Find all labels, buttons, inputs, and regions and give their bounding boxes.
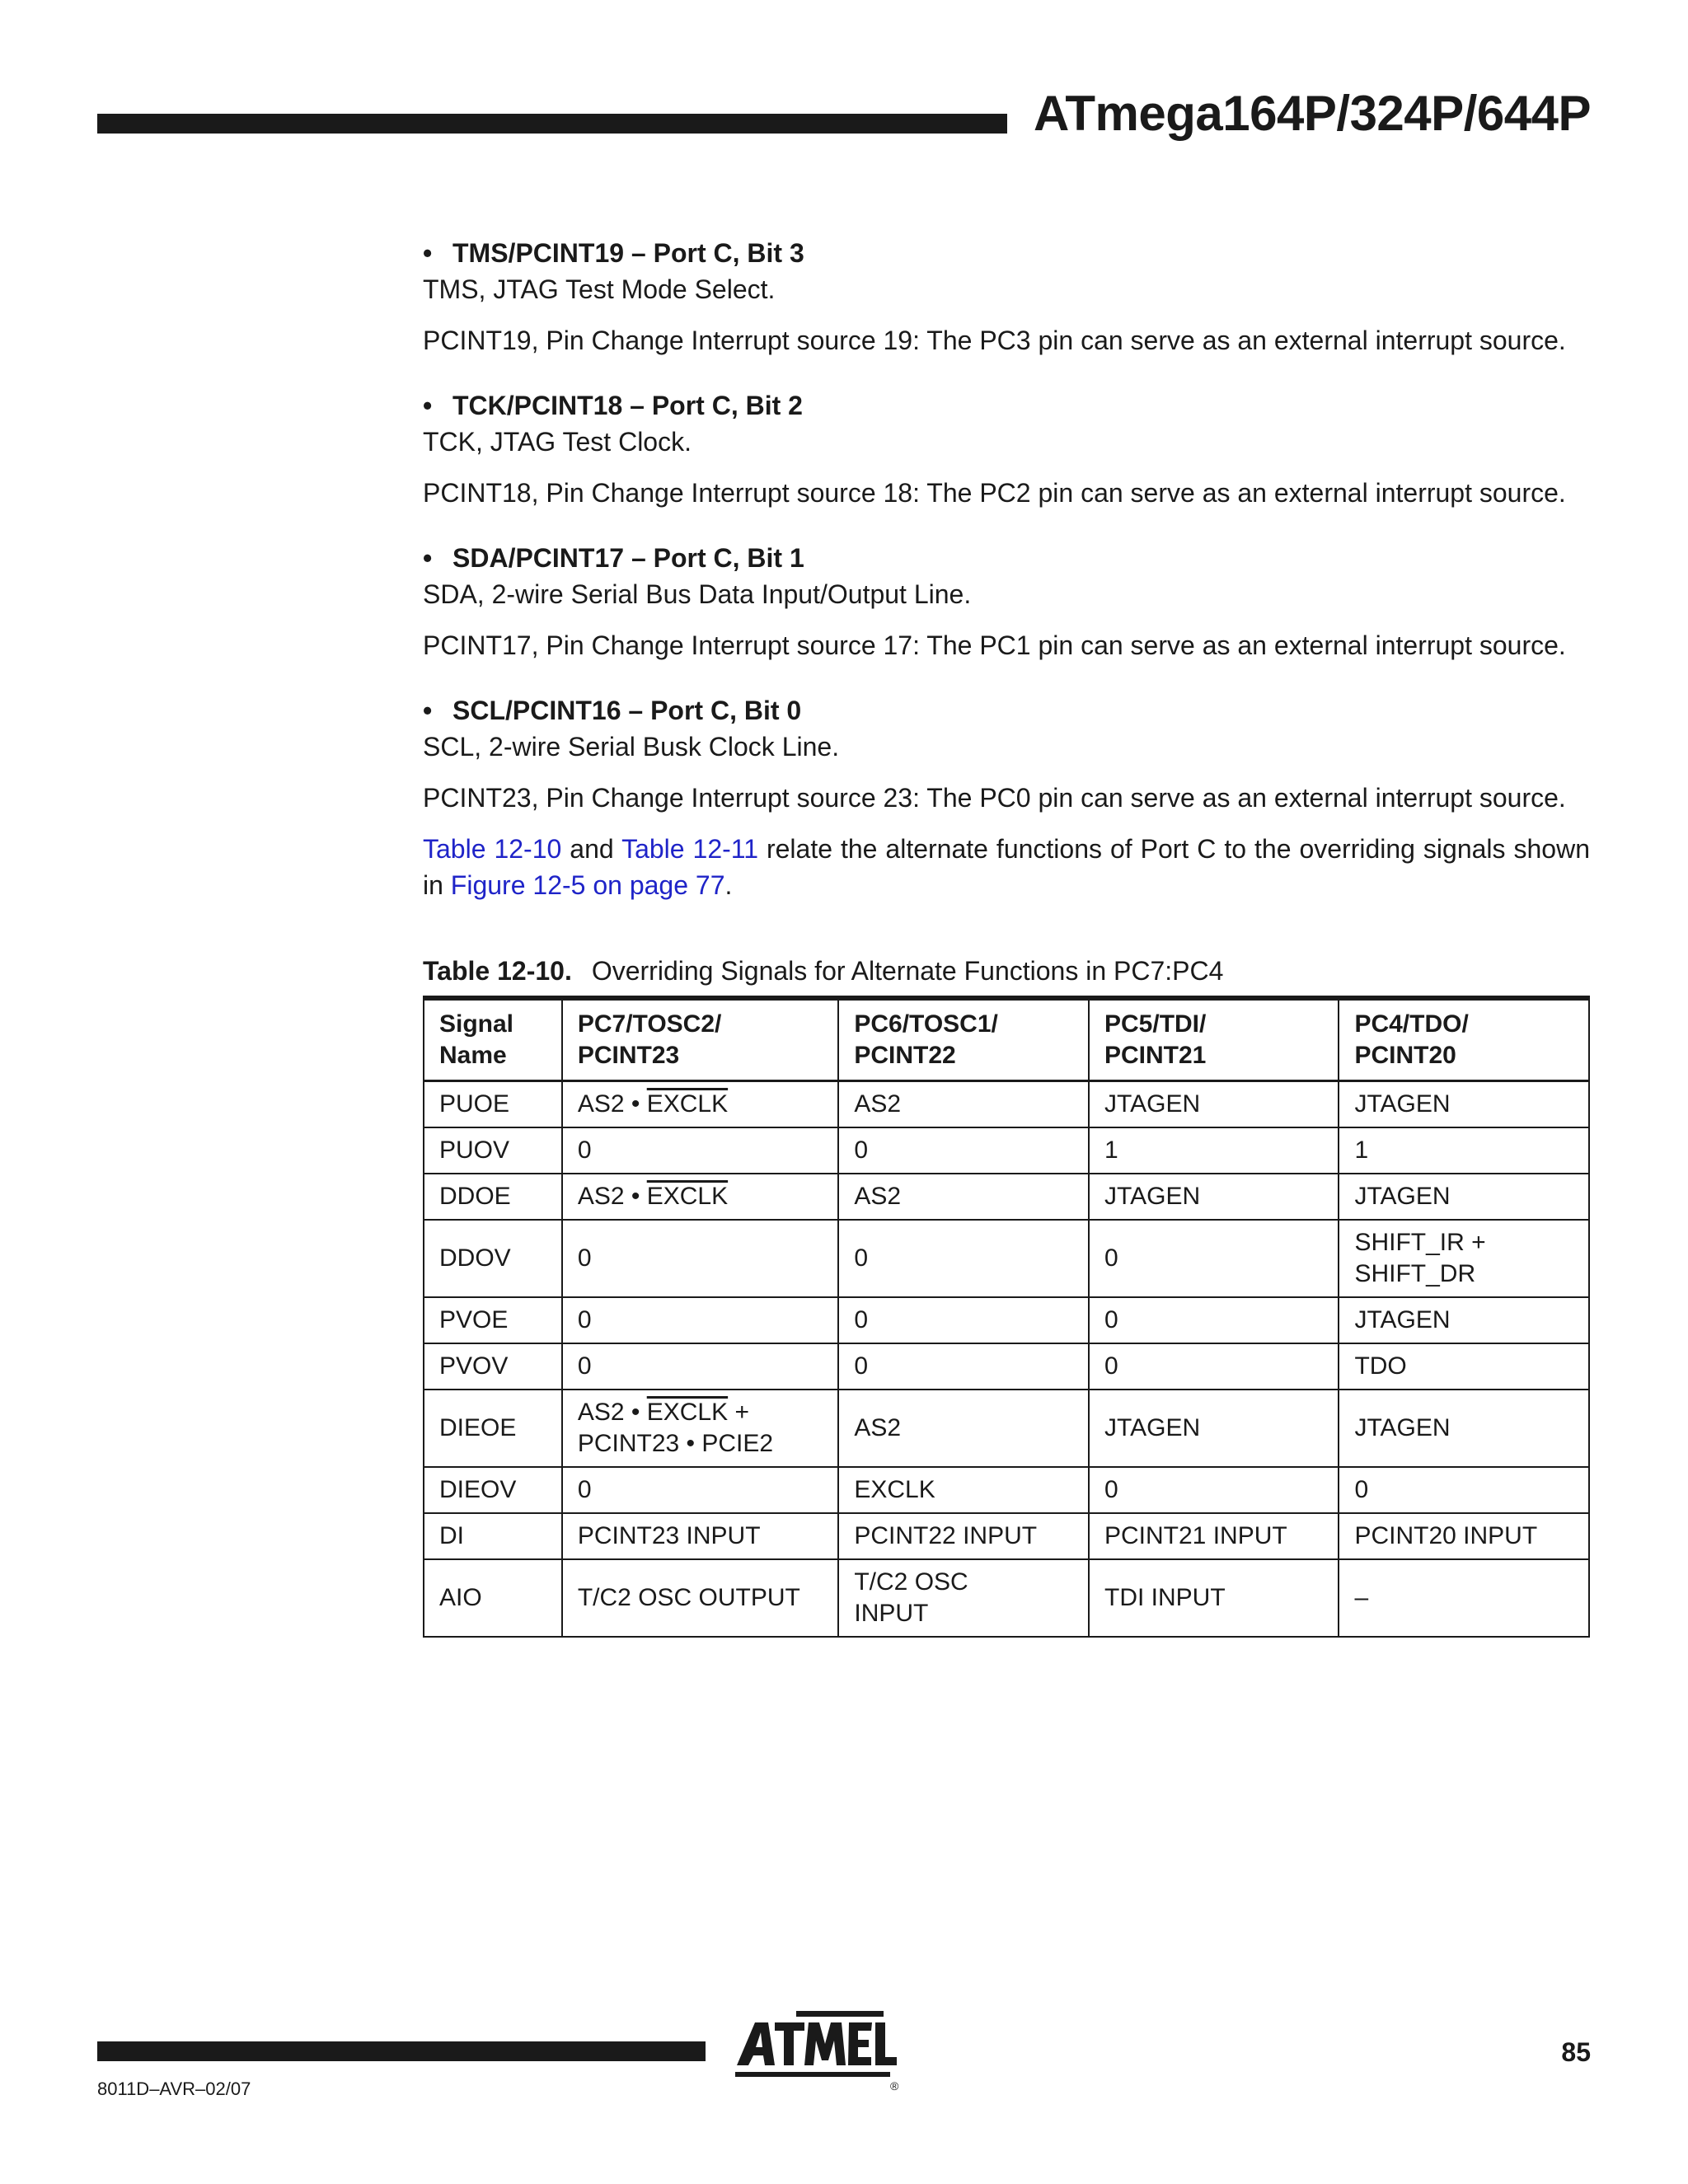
table-cell: PCINT20 INPUT — [1339, 1513, 1589, 1559]
column-header: PC6/TOSC1/ PCINT22 — [838, 998, 1089, 1081]
column-header: PC4/TDO/ PCINT20 — [1339, 998, 1589, 1081]
cross-reference-paragraph: Table 12-10 and Table 12-11 relate the alternate functions of Port C to the overriding signals shown in Figure 12-5 on page 77. — [423, 834, 1591, 900]
document-title: ATmega164P/324P/644P — [1034, 86, 1591, 141]
table-12-10-link[interactable]: Table 12-10 — [423, 834, 562, 864]
table-cell: 0 — [562, 1343, 839, 1390]
table-cell: 0 — [838, 1220, 1089, 1297]
table-cell: 0 — [562, 1220, 839, 1297]
section-heading: • SCL/PCINT16 – Port C, Bit 0 — [423, 692, 1590, 729]
table-cell: PCINT21 INPUT — [1089, 1513, 1339, 1559]
table-cell: 0 — [838, 1297, 1089, 1343]
section-tms — [423, 235, 1590, 359]
column-header: PC7/TOSC2/ PCINT23 — [562, 998, 839, 1081]
table-cell: JTAGEN — [1089, 1081, 1339, 1128]
table-cell: 0 — [838, 1127, 1089, 1174]
bullet-icon: • — [423, 238, 433, 268]
table-cell: 0 — [562, 1297, 839, 1343]
table-row — [424, 1297, 1589, 1343]
table-cell: 0 — [1339, 1467, 1589, 1513]
table-cell: 1 — [1089, 1127, 1339, 1174]
table-cell: PVOE — [424, 1297, 562, 1343]
section-paragraph: PCINT17, Pin Change Interrupt source 17: The PC1 pin can serve as an external interrupt source. — [423, 630, 1566, 660]
table-cell: DDOE — [424, 1174, 562, 1220]
table-cell: DI — [424, 1513, 562, 1559]
page-number: 85 — [1561, 2037, 1591, 2067]
table-cell: AS2 • EXCLK — [562, 1174, 839, 1220]
overriding-signals-table — [423, 996, 1590, 1638]
table-row — [424, 1081, 1589, 1128]
section-paragraph: TMS, JTAG Test Mode Select. — [423, 274, 776, 304]
table-cell: DDOV — [424, 1220, 562, 1297]
table-cell: PVOV — [424, 1343, 562, 1390]
table-row — [424, 1467, 1589, 1513]
section-tck — [423, 387, 1590, 511]
table-cell: PUOV — [424, 1127, 562, 1174]
table-cell: AS2 • EXCLK — [562, 1081, 839, 1128]
table-cell: PCINT22 INPUT — [838, 1513, 1089, 1559]
document-code: 8011D–AVR–02/07 — [97, 2079, 251, 2099]
section-paragraph: PCINT19, Pin Change Interrupt source 19: The PC3 pin can serve as an external interrupt source. — [423, 326, 1566, 355]
table-cell: T/C2 OSC OUTPUT — [562, 1559, 839, 1637]
table-cell: JTAGEN — [1339, 1297, 1589, 1343]
table-row — [424, 1559, 1589, 1637]
table-cell: 1 — [1339, 1127, 1589, 1174]
table-cell: 0 — [562, 1467, 839, 1513]
table-cell: 0 — [1089, 1343, 1339, 1390]
section-heading: • SDA/PCINT17 – Port C, Bit 1 — [423, 540, 1590, 576]
column-header: Signal Name — [424, 998, 562, 1081]
section-scl — [423, 692, 1590, 816]
section-heading: • TCK/PCINT18 – Port C, Bit 2 — [423, 387, 1590, 424]
section-paragraph: PCINT18, Pin Change Interrupt source 18: The PC2 pin can serve as an external interrupt source. — [423, 478, 1566, 508]
header-rule — [97, 114, 1007, 134]
section-paragraph: SDA, 2-wire Serial Bus Data Input/Output Line. — [423, 579, 972, 609]
table-cell: 0 — [838, 1343, 1089, 1390]
section-paragraph: TCK, JTAG Test Clock. — [423, 427, 692, 457]
table-cell: JTAGEN — [1339, 1174, 1589, 1220]
column-header: PC5/TDI/ PCINT21 — [1089, 998, 1339, 1081]
table-cell: JTAGEN — [1339, 1390, 1589, 1467]
figure-12-5-link[interactable]: Figure 12-5 on page 77 — [450, 870, 725, 900]
bullet-icon: • — [423, 391, 433, 420]
table-cell: 0 — [562, 1127, 839, 1174]
table-cell: AS2 — [838, 1174, 1089, 1220]
table-cell: – — [1339, 1559, 1589, 1637]
table-cell: JTAGEN — [1089, 1390, 1339, 1467]
table-cell: PCINT23 INPUT — [562, 1513, 839, 1559]
atmel-logo — [729, 2011, 902, 2093]
bullet-icon: • — [423, 543, 433, 573]
table-row — [424, 1174, 1589, 1220]
table-row — [424, 1343, 1589, 1390]
table-cell: AS2 • EXCLK + PCINT23 • PCIE2 — [562, 1390, 839, 1467]
main-content — [423, 235, 1590, 1638]
table-cell: JTAGEN — [1339, 1081, 1589, 1128]
table-12-11-link[interactable]: Table 12-11 — [621, 834, 758, 864]
table-cell: DIEOE — [424, 1390, 562, 1467]
table-cell: 0 — [1089, 1220, 1339, 1297]
table-cell: AIO — [424, 1559, 562, 1637]
bullet-icon: • — [423, 696, 433, 725]
table-cell: TDI INPUT — [1089, 1559, 1339, 1637]
section-paragraph: SCL, 2-wire Serial Busk Clock Line. — [423, 732, 840, 762]
table-cell: AS2 — [838, 1390, 1089, 1467]
table-cell: PUOE — [424, 1081, 562, 1128]
table-cell: 0 — [1089, 1297, 1339, 1343]
section-sda — [423, 540, 1590, 663]
table-cell: SHIFT_IR + SHIFT_DR — [1339, 1220, 1589, 1297]
section-heading: • TMS/PCINT19 – Port C, Bit 3 — [423, 235, 1590, 271]
table-header-row — [424, 998, 1589, 1081]
table-cell: AS2 — [838, 1081, 1089, 1128]
footer-rule — [97, 2041, 706, 2061]
table-caption: Table 12-10. Overriding Signals for Alternate Functions in PC7:PC4 — [423, 956, 1224, 986]
table-cell: DIEOV — [424, 1467, 562, 1513]
table-cell: EXCLK — [838, 1467, 1089, 1513]
section-paragraph: PCINT23, Pin Change Interrupt source 23: The PC0 pin can serve as an external interrupt source. — [423, 783, 1566, 813]
table-row — [424, 1513, 1589, 1559]
table-row — [424, 1390, 1589, 1467]
table-cell: T/C2 OSC INPUT — [838, 1559, 1089, 1637]
table-cell: 0 — [1089, 1467, 1339, 1513]
table-row — [424, 1127, 1589, 1174]
table-cell: JTAGEN — [1089, 1174, 1339, 1220]
registered-mark: ® — [890, 2079, 899, 2093]
table-row — [424, 1220, 1589, 1297]
table-cell: TDO — [1339, 1343, 1589, 1390]
